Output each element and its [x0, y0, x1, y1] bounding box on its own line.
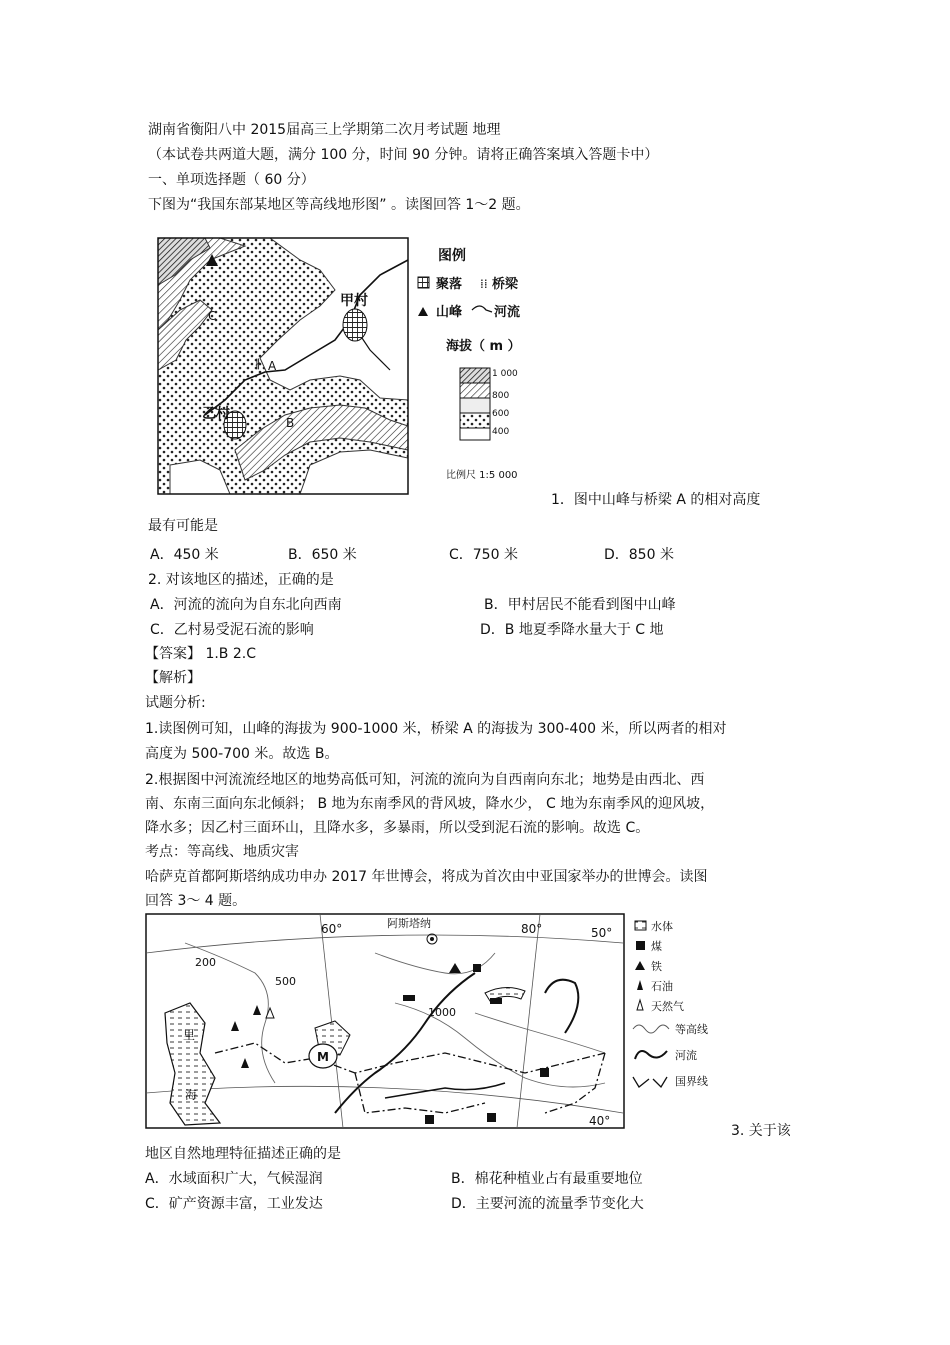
legend-coal: 煤: [651, 940, 662, 953]
q2-option-a: A．河流的流向为自东北向西南: [150, 597, 342, 613]
elev-400: 400: [492, 427, 510, 437]
elevation-title: 海拔（ m ）: [446, 339, 521, 354]
explanation-2-line3: 降水多；因乙村三面环山，且降水多，多暴雨，所以受到泥石流的影响。故选 C。: [145, 820, 650, 836]
q1-option-c: C．750 米: [449, 547, 518, 563]
label-yi-village: 乙村: [202, 406, 230, 422]
elev-1000: 1 000: [492, 369, 518, 379]
city-m: M: [317, 1050, 329, 1064]
q3-stem-line2: 地区自然地理特征描述正确的是: [145, 1146, 341, 1162]
map-legend: [633, 919, 708, 1088]
contour-1000-label: 1000: [428, 1006, 456, 1019]
q1-stem-line1: 1．图中山峰与桥梁 A 的相对高度: [551, 492, 761, 508]
legend-river: 河流: [675, 1049, 697, 1062]
legend-iron: 铁: [651, 960, 662, 973]
legend-peak: 山峰: [436, 305, 463, 320]
sea-label-1: 里: [183, 1028, 196, 1042]
legend-river: 河流: [494, 305, 521, 320]
legend-border: 国界线: [675, 1075, 708, 1088]
legend-title: 图例: [438, 248, 466, 264]
scale-label: 比例尺 1:5 000: [446, 470, 518, 481]
coal-icon: [540, 1068, 549, 1077]
coal-icon: [473, 964, 481, 972]
explanation-1-line2: 高度为 500-700 米。故选 B。: [145, 746, 339, 762]
q3-option-a: A．水域面积广大，气候湿润: [145, 1171, 323, 1187]
q3-option-b: B．棉花种植业占有最重要地位: [451, 1171, 643, 1187]
svg-text:∦: ∦: [255, 357, 261, 370]
legend-gas: 天然气: [651, 1000, 684, 1013]
elev-800: 800: [492, 391, 510, 401]
legend-oil: 石油: [651, 980, 673, 993]
lon-80-label: 80°: [521, 922, 543, 936]
q1-option-b: B．650 米: [288, 547, 357, 563]
legend-contour: 等高线: [675, 1023, 708, 1036]
label-jia-village: 甲村: [340, 293, 368, 309]
label-b: B: [286, 416, 295, 430]
analysis-title: 试题分析:: [145, 695, 206, 711]
q2-option-c: C．乙村易受泥石流的影响: [150, 622, 314, 638]
astana-label: 阿斯塔纳: [387, 917, 431, 930]
elev-600: 600: [492, 409, 510, 419]
q34-stem-line1: 哈萨克首都阿斯塔纳成功申办 2017 年世博会，将成为首次由中亚国家举办的世博会。读图: [145, 869, 708, 885]
legend-water: 水体: [651, 920, 673, 933]
question-stem: 下图为“我国东部某地区等高线地形图” 。读图回答 1～2 题。: [148, 197, 530, 213]
label-a: A: [268, 359, 277, 373]
q3-option-c: C．矿产资源丰富，工业发达: [145, 1196, 323, 1212]
q1-stem-line2: 最有可能是: [148, 518, 218, 534]
q3-option-d: D．主要河流的流量季节变化大: [451, 1196, 644, 1212]
kaodian: 考点：等高线、地质灾害: [145, 844, 299, 860]
section-heading: 一、单项选择题（ 60 分）: [148, 172, 315, 188]
central-asia-map-figure: [145, 913, 715, 1129]
exam-title: 湖南省衡阳八中 2015届高三上学期第二次月考试题 地理: [148, 122, 501, 138]
exam-intro: （本试卷共两道大题，满分 100 分，时间 90 分钟。请将正确答案填入答题卡中）: [148, 147, 659, 163]
explanation-2-line2: 南、东南三面向东北倾斜； B 地为东南季风的背风坡，降水少， C 地为东南季风的迎风坡，: [145, 796, 715, 812]
contour-200-label: 200: [195, 956, 216, 969]
coal-icon: [490, 998, 502, 1004]
sea-label-2: 海: [185, 1088, 198, 1102]
q3-stem-line1: 3. 关于该: [731, 1123, 791, 1139]
svg-text:⁞⁞: ⁞⁞: [480, 277, 488, 291]
lat-50-label: 50°: [591, 926, 613, 940]
lat-40-label: 40°: [589, 1114, 611, 1128]
lon-60-label: 60°: [321, 922, 343, 936]
q2-option-b: B．甲村居民不能看到图中山峰: [484, 597, 676, 613]
q2-stem: 2. 对该地区的描述，正确的是: [148, 572, 334, 588]
coal-icon: [425, 1115, 434, 1124]
coal-icon: [403, 995, 415, 1001]
legend-peak-icon: [418, 307, 428, 316]
q34-stem-line2: 回答 3～ 4 题。: [145, 893, 247, 909]
contour-500-label: 500: [275, 975, 296, 988]
answer-line: 【答案】 1.B 2.C: [145, 646, 256, 662]
q2-option-d: D．B 地夏季降水量大于 C 地: [480, 622, 664, 638]
coal-icon: [487, 1113, 496, 1122]
q1-option-a: A．450 米: [150, 547, 219, 563]
legend-bridge: 桥梁: [492, 277, 519, 292]
q1-option-d: D．850 米: [604, 547, 674, 563]
label-c: C: [208, 309, 217, 323]
explanation-1-line1: 1.读图例可知，山峰的海拔为 900-1000 米，桥梁 A 的海拔为 300-400 米，所以两者的相对: [145, 721, 727, 737]
analysis-label: 【解析】: [145, 670, 201, 686]
explanation-2-line1: 2.根据图中河流流经地区的地势高低可知，河流的流向为自西南向东北；地势是由西北、西: [145, 772, 705, 788]
contour-map-figure: [150, 230, 550, 502]
legend-settlement: 聚落: [436, 277, 463, 292]
